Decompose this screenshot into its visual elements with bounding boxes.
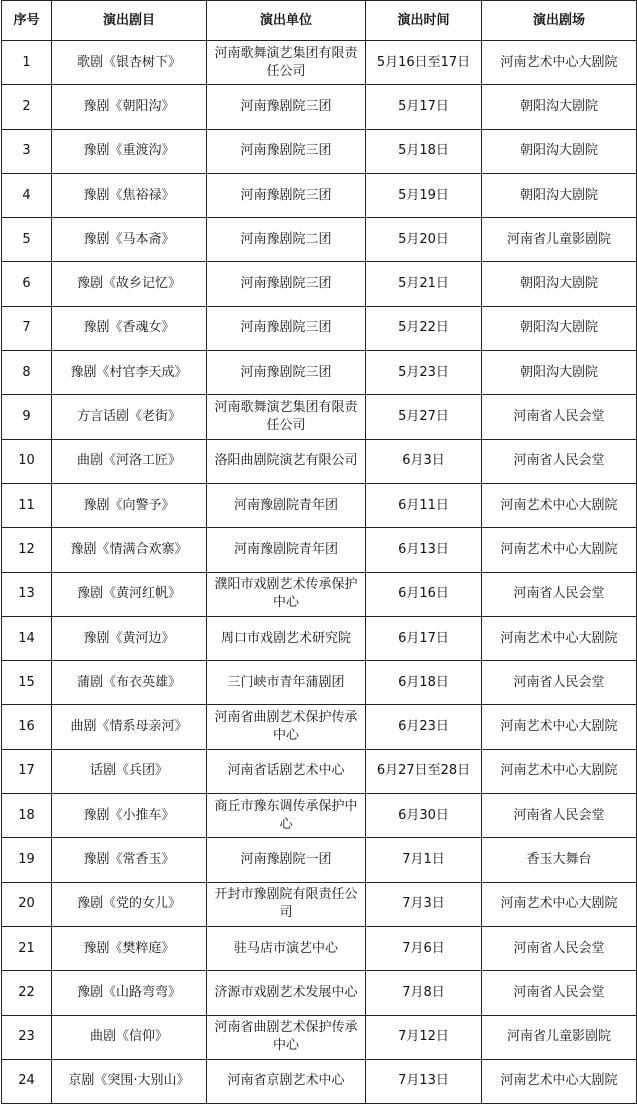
header-date: 演出时间: [366, 1, 482, 41]
date-cell: 6月17日: [366, 616, 482, 660]
table-row: [2, 661, 637, 705]
row-index-cell: 17: [2, 749, 52, 793]
row-index-cell: 13: [2, 572, 52, 616]
table-row: [2, 882, 637, 926]
table-row: [2, 173, 637, 217]
program-cell: 豫剧《党的女儿》: [52, 882, 207, 926]
table-row: [2, 395, 637, 439]
venue-cell: 河南艺术中心大剧院: [482, 483, 637, 527]
row-index-cell: 19: [2, 838, 52, 882]
table-body: [2, 41, 637, 1104]
venue-cell: 香玉大舞台: [482, 838, 637, 882]
row-index-cell: 21: [2, 926, 52, 970]
program-cell: 豫剧《黄河红帆》: [52, 572, 207, 616]
program-cell: 豫剧《黄河边》: [52, 616, 207, 660]
header-row: [2, 1, 637, 41]
header-index: 序号: [2, 1, 52, 41]
table-row: [2, 528, 637, 572]
company-cell: 河南豫剧院三团: [207, 306, 366, 350]
company-cell: 河南豫剧院青年团: [207, 483, 366, 527]
venue-cell: 河南省人民会堂: [482, 926, 637, 970]
venue-cell: 河南省儿童影剧院: [482, 218, 637, 262]
date-cell: 5月21日: [366, 262, 482, 306]
table-row: [2, 749, 637, 793]
row-index-cell: 2: [2, 85, 52, 129]
company-cell: 河南省曲剧艺术保护传承中心: [207, 705, 366, 749]
company-cell: 河南歌舞演艺集团有限责任公司: [207, 41, 366, 85]
program-cell: 豫剧《朝阳沟》: [52, 85, 207, 129]
date-cell: 6月23日: [366, 705, 482, 749]
table-row: [2, 262, 637, 306]
company-cell: 河南豫剧院三团: [207, 129, 366, 173]
date-cell: 6月18日: [366, 661, 482, 705]
row-index-cell: 20: [2, 882, 52, 926]
venue-cell: 朝阳沟大剧院: [482, 262, 637, 306]
program-cell: 曲剧《信仰》: [52, 1015, 207, 1059]
program-cell: 曲剧《河洛工匠》: [52, 439, 207, 483]
date-cell: 5月27日: [366, 395, 482, 439]
program-cell: 京剧《突围·大别山》: [52, 1059, 207, 1103]
company-cell: 驻马店市演艺中心: [207, 926, 366, 970]
date-cell: 5月19日: [366, 173, 482, 217]
company-cell: 河南豫剧院二团: [207, 218, 366, 262]
row-index-cell: 12: [2, 528, 52, 572]
program-cell: 豫剧《重渡沟》: [52, 129, 207, 173]
program-cell: 豫剧《焦裕禄》: [52, 173, 207, 217]
company-cell: 河南省曲剧艺术保护传承中心: [207, 1015, 366, 1059]
table-row: [2, 705, 637, 749]
venue-cell: 河南省人民会堂: [482, 794, 637, 838]
header-program: 演出剧目: [52, 1, 207, 41]
company-cell: 濮阳市戏剧艺术传承保护中心: [207, 572, 366, 616]
date-cell: 7月6日: [366, 926, 482, 970]
row-index-cell: 14: [2, 616, 52, 660]
company-cell: 洛阳曲剧院演艺有限公司: [207, 439, 366, 483]
row-index-cell: 23: [2, 1015, 52, 1059]
row-index-cell: 7: [2, 306, 52, 350]
venue-cell: 朝阳沟大剧院: [482, 129, 637, 173]
program-cell: 方言话剧《老街》: [52, 395, 207, 439]
company-cell: 河南豫剧院三团: [207, 85, 366, 129]
program-cell: 豫剧《村官李天成》: [52, 351, 207, 395]
row-index-cell: 8: [2, 351, 52, 395]
venue-cell: 河南省儿童影剧院: [482, 1015, 637, 1059]
table-row: [2, 1015, 637, 1059]
table-row: [2, 971, 637, 1015]
company-cell: 开封市豫剧院有限责任公司: [207, 882, 366, 926]
company-cell: 河南豫剧院三团: [207, 173, 366, 217]
row-index-cell: 15: [2, 661, 52, 705]
venue-cell: 朝阳沟大剧院: [482, 173, 637, 217]
table-row: [2, 838, 637, 882]
row-index-cell: 16: [2, 705, 52, 749]
row-index-cell: 3: [2, 129, 52, 173]
venue-cell: 河南艺术中心大剧院: [482, 41, 637, 85]
table-row: [2, 351, 637, 395]
company-cell: 河南省京剧艺术中心: [207, 1059, 366, 1103]
venue-cell: 河南艺术中心大剧院: [482, 749, 637, 793]
table-row: [2, 616, 637, 660]
venue-cell: 朝阳沟大剧院: [482, 306, 637, 350]
program-cell: 豫剧《马本斋》: [52, 218, 207, 262]
venue-cell: 朝阳沟大剧院: [482, 85, 637, 129]
date-cell: 5月23日: [366, 351, 482, 395]
date-cell: 5月18日: [366, 129, 482, 173]
program-cell: 话剧《兵团》: [52, 749, 207, 793]
program-cell: 豫剧《山路弯弯》: [52, 971, 207, 1015]
date-cell: 7月13日: [366, 1059, 482, 1103]
program-cell: 豫剧《向警予》: [52, 483, 207, 527]
row-index-cell: 11: [2, 483, 52, 527]
venue-cell: 朝阳沟大剧院: [482, 351, 637, 395]
row-index-cell: 5: [2, 218, 52, 262]
row-index-cell: 22: [2, 971, 52, 1015]
company-cell: 河南豫剧院三团: [207, 262, 366, 306]
row-index-cell: 10: [2, 439, 52, 483]
venue-cell: 河南艺术中心大剧院: [482, 705, 637, 749]
company-cell: 河南歌舞演艺集团有限责任公司: [207, 395, 366, 439]
date-cell: 5月20日: [366, 218, 482, 262]
company-cell: 河南豫剧院三团: [207, 351, 366, 395]
venue-cell: 河南省人民会堂: [482, 661, 637, 705]
table-row: [2, 41, 637, 85]
header-venue: 演出剧场: [482, 1, 637, 41]
program-cell: 蒲剧《布衣英雄》: [52, 661, 207, 705]
venue-cell: 河南艺术中心大剧院: [482, 1059, 637, 1103]
program-cell: 豫剧《樊粹庭》: [52, 926, 207, 970]
table-row: [2, 483, 637, 527]
table-row: [2, 926, 637, 970]
row-index-cell: 18: [2, 794, 52, 838]
header-company: 演出单位: [207, 1, 366, 41]
program-cell: 豫剧《情满合欢寨》: [52, 528, 207, 572]
table-row: [2, 218, 637, 262]
company-cell: 河南豫剧院青年团: [207, 528, 366, 572]
date-cell: 7月1日: [366, 838, 482, 882]
program-cell: 豫剧《常香玉》: [52, 838, 207, 882]
venue-cell: 河南省人民会堂: [482, 439, 637, 483]
company-cell: 商丘市豫东调传承保护中心: [207, 794, 366, 838]
table-row: [2, 85, 637, 129]
venue-cell: 河南艺术中心大剧院: [482, 882, 637, 926]
company-cell: 三门峡市青年蒲剧团: [207, 661, 366, 705]
venue-cell: 河南艺术中心大剧院: [482, 528, 637, 572]
row-index-cell: 4: [2, 173, 52, 217]
date-cell: 5月17日: [366, 85, 482, 129]
date-cell: 7月12日: [366, 1015, 482, 1059]
table-row: [2, 794, 637, 838]
company-cell: 河南省话剧艺术中心: [207, 749, 366, 793]
date-cell: 7月8日: [366, 971, 482, 1015]
program-cell: 豫剧《香魂女》: [52, 306, 207, 350]
company-cell: 济源市戏剧艺术发展中心: [207, 971, 366, 1015]
venue-cell: 河南省人民会堂: [482, 395, 637, 439]
row-index-cell: 1: [2, 41, 52, 85]
venue-cell: 河南省人民会堂: [482, 971, 637, 1015]
schedule-table: [1, 0, 637, 1104]
date-cell: 6月3日: [366, 439, 482, 483]
program-cell: 豫剧《故乡记忆》: [52, 262, 207, 306]
table-row: [2, 129, 637, 173]
table-row: [2, 1059, 637, 1103]
row-index-cell: 9: [2, 395, 52, 439]
date-cell: 6月16日: [366, 572, 482, 616]
program-cell: 豫剧《小推车》: [52, 794, 207, 838]
row-index-cell: 6: [2, 262, 52, 306]
company-cell: 河南豫剧院一团: [207, 838, 366, 882]
program-cell: 歌剧《银杏树下》: [52, 41, 207, 85]
program-cell: 曲剧《情系母亲河》: [52, 705, 207, 749]
row-index-cell: 24: [2, 1059, 52, 1103]
date-cell: 6月11日: [366, 483, 482, 527]
venue-cell: 河南省人民会堂: [482, 572, 637, 616]
table-row: [2, 572, 637, 616]
venue-cell: 河南艺术中心大剧院: [482, 616, 637, 660]
date-cell: 6月13日: [366, 528, 482, 572]
date-cell: 6月30日: [366, 794, 482, 838]
table-row: [2, 306, 637, 350]
date-cell: 6月27日至28日: [366, 749, 482, 793]
date-cell: 5月22日: [366, 306, 482, 350]
date-cell: 7月3日: [366, 882, 482, 926]
date-cell: 5月16日至17日: [366, 41, 482, 85]
table-row: [2, 439, 637, 483]
company-cell: 周口市戏剧艺术研究院: [207, 616, 366, 660]
